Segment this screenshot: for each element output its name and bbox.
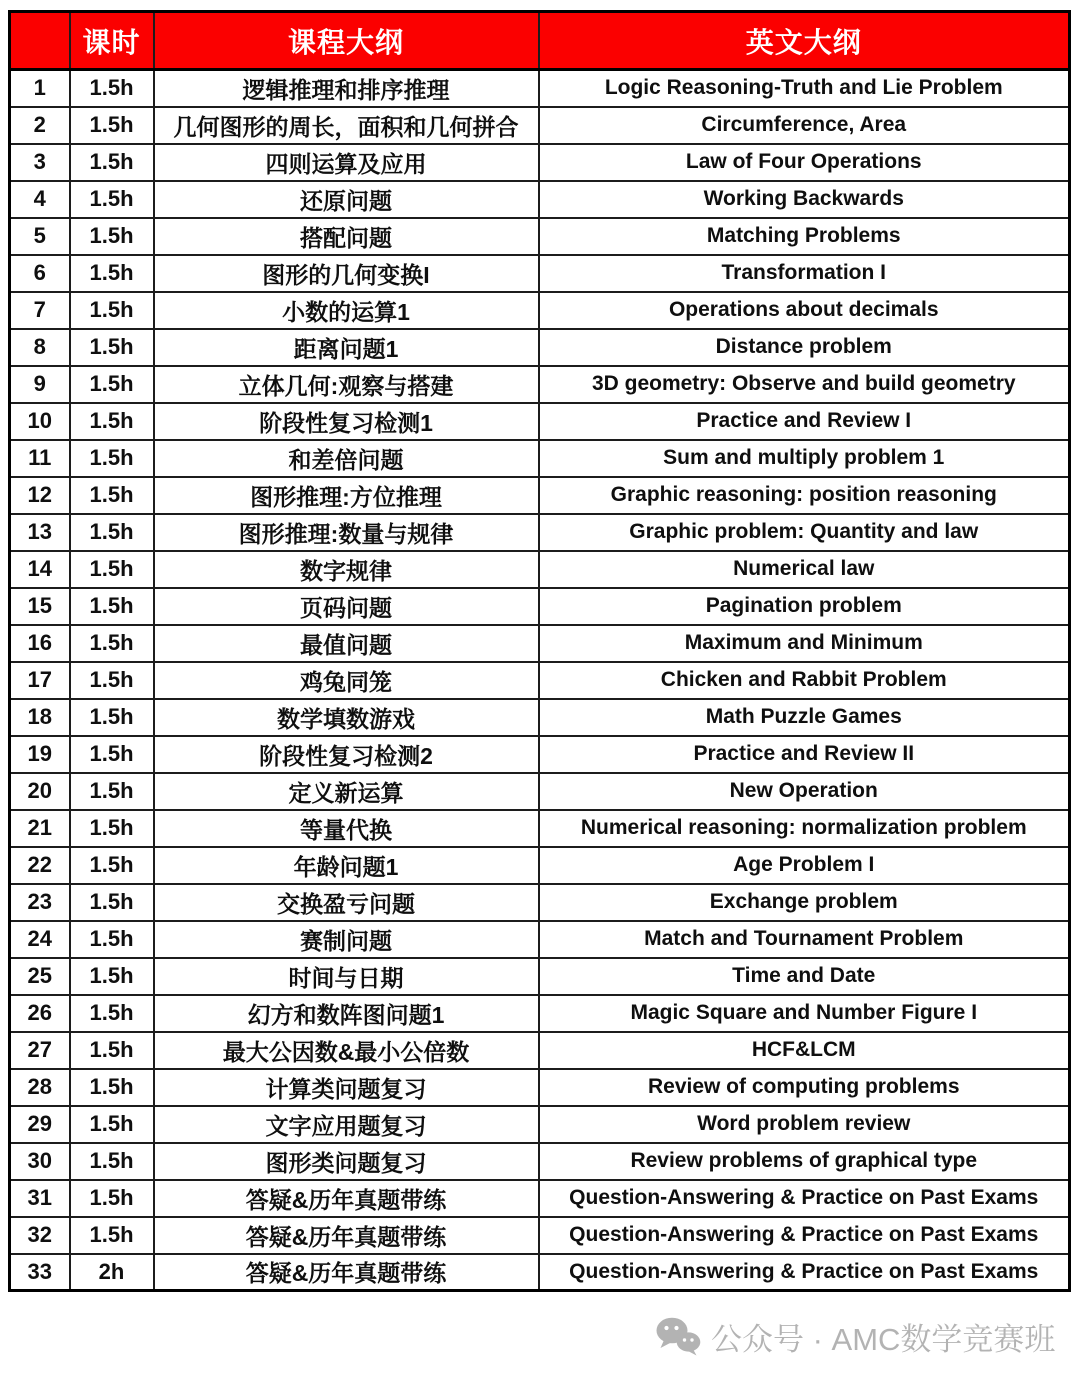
hours-cell: 1.5h [70, 995, 154, 1032]
cn-outline-cell: 交换盈亏问题 [154, 884, 539, 921]
hours-cell: 1.5h [70, 1106, 154, 1143]
header-col-hours: 课时 [70, 12, 154, 70]
en-outline-cell: Graphic problem: Quantity and law [539, 514, 1070, 551]
hours-cell: 1.5h [70, 144, 154, 181]
table-row [10, 440, 1070, 477]
table-row [10, 366, 1070, 403]
cn-outline-cell: 逻辑推理和排序推理 [154, 70, 539, 107]
hours-cell: 1.5h [70, 440, 154, 477]
row-number-cell: 10 [10, 403, 70, 440]
en-outline-cell: Law of Four Operations [539, 144, 1070, 181]
en-outline-cell: Circumference, Area [539, 107, 1070, 144]
table-row [10, 107, 1070, 144]
table-row [10, 255, 1070, 292]
cn-outline-cell: 赛制问题 [154, 921, 539, 958]
hours-cell: 1.5h [70, 699, 154, 736]
en-outline-cell: New Operation [539, 773, 1070, 810]
row-number-cell: 18 [10, 699, 70, 736]
wechat-icon [655, 1316, 701, 1356]
table-row [10, 1254, 1070, 1291]
hours-cell: 1.5h [70, 403, 154, 440]
table-row [10, 292, 1070, 329]
row-number-cell: 19 [10, 736, 70, 773]
row-number-cell: 15 [10, 588, 70, 625]
cn-outline-cell: 答疑&历年真题带练 [154, 1217, 539, 1254]
cn-outline-cell: 图形类问题复习 [154, 1143, 539, 1180]
cn-outline-cell: 距离问题1 [154, 329, 539, 366]
en-outline-cell: Graphic reasoning: position reasoning [539, 477, 1070, 514]
table-row [10, 884, 1070, 921]
hours-cell: 1.5h [70, 1032, 154, 1069]
header-col-cn-outline: 课程大纲 [154, 12, 539, 70]
table-row [10, 1106, 1070, 1143]
table-row [10, 514, 1070, 551]
en-outline-cell: Working Backwards [539, 181, 1070, 218]
cn-outline-cell: 年龄问题1 [154, 847, 539, 884]
hours-cell: 1.5h [70, 884, 154, 921]
row-number-cell: 23 [10, 884, 70, 921]
en-outline-cell: Math Puzzle Games [539, 699, 1070, 736]
table-row [10, 773, 1070, 810]
en-outline-cell: Review of computing problems [539, 1069, 1070, 1106]
row-number-cell: 22 [10, 847, 70, 884]
hours-cell: 1.5h [70, 514, 154, 551]
table-row [10, 551, 1070, 588]
row-number-cell: 6 [10, 255, 70, 292]
hours-cell: 1.5h [70, 477, 154, 514]
table-row [10, 588, 1070, 625]
en-outline-cell: Matching Problems [539, 218, 1070, 255]
row-number-cell: 31 [10, 1180, 70, 1217]
table-row [10, 662, 1070, 699]
row-number-cell: 24 [10, 921, 70, 958]
table-row [10, 403, 1070, 440]
en-outline-cell: Practice and Review II [539, 736, 1070, 773]
table-row [10, 625, 1070, 662]
en-outline-cell: Pagination problem [539, 588, 1070, 625]
row-number-cell: 14 [10, 551, 70, 588]
en-outline-cell: Practice and Review I [539, 403, 1070, 440]
cn-outline-cell: 还原问题 [154, 181, 539, 218]
row-number-cell: 9 [10, 366, 70, 403]
cn-outline-cell: 等量代换 [154, 810, 539, 847]
row-number-cell: 1 [10, 70, 70, 107]
row-number-cell: 20 [10, 773, 70, 810]
header-row [10, 12, 1070, 70]
row-number-cell: 16 [10, 625, 70, 662]
cn-outline-cell: 幻方和数阵图问题1 [154, 995, 539, 1032]
en-outline-cell: 3D geometry: Observe and build geometry [539, 366, 1070, 403]
cn-outline-cell: 计算类问题复习 [154, 1069, 539, 1106]
table-row [10, 1217, 1070, 1254]
row-number-cell: 11 [10, 440, 70, 477]
hours-cell: 1.5h [70, 1069, 154, 1106]
en-outline-cell: Time and Date [539, 958, 1070, 995]
row-number-cell: 29 [10, 1106, 70, 1143]
hours-cell: 1.5h [70, 218, 154, 255]
hours-cell: 1.5h [70, 625, 154, 662]
row-number-cell: 5 [10, 218, 70, 255]
row-number-cell: 17 [10, 662, 70, 699]
cn-outline-cell: 鸡兔同笼 [154, 662, 539, 699]
row-number-cell: 12 [10, 477, 70, 514]
table-row [10, 181, 1070, 218]
row-number-cell: 13 [10, 514, 70, 551]
hours-cell: 1.5h [70, 292, 154, 329]
table-header [10, 12, 1070, 70]
hours-cell: 1.5h [70, 551, 154, 588]
cn-outline-cell: 数字规律 [154, 551, 539, 588]
table-row [10, 477, 1070, 514]
row-number-cell: 4 [10, 181, 70, 218]
row-number-cell: 27 [10, 1032, 70, 1069]
hours-cell: 1.5h [70, 810, 154, 847]
row-number-cell: 26 [10, 995, 70, 1032]
table-row [10, 736, 1070, 773]
cn-outline-cell: 立体几何:观察与搭建 [154, 366, 539, 403]
en-outline-cell: Question-Answering & Practice on Past Exams [539, 1180, 1070, 1217]
cn-outline-cell: 页码问题 [154, 588, 539, 625]
table-row [10, 810, 1070, 847]
hours-cell: 1.5h [70, 662, 154, 699]
cn-outline-cell: 图形推理:数量与规律 [154, 514, 539, 551]
row-number-cell: 30 [10, 1143, 70, 1180]
cn-outline-cell: 答疑&历年真题带练 [154, 1254, 539, 1291]
hours-cell: 1.5h [70, 1143, 154, 1180]
hours-cell: 1.5h [70, 958, 154, 995]
cn-outline-cell: 答疑&历年真题带练 [154, 1180, 539, 1217]
cn-outline-cell: 图形的几何变换I [154, 255, 539, 292]
cn-outline-cell: 文字应用题复习 [154, 1106, 539, 1143]
table-row [10, 1180, 1070, 1217]
en-outline-cell: Age Problem I [539, 847, 1070, 884]
cn-outline-cell: 最值问题 [154, 625, 539, 662]
en-outline-cell: Chicken and Rabbit Problem [539, 662, 1070, 699]
en-outline-cell: Question-Answering & Practice on Past Exams [539, 1217, 1070, 1254]
table-body [10, 70, 1070, 1291]
row-number-cell: 21 [10, 810, 70, 847]
cn-outline-cell: 图形推理:方位推理 [154, 477, 539, 514]
table-row [10, 1069, 1070, 1106]
row-number-cell: 28 [10, 1069, 70, 1106]
header-col-en-outline: 英文大纲 [539, 12, 1070, 70]
hours-cell: 1.5h [70, 847, 154, 884]
en-outline-cell: HCF&LCM [539, 1032, 1070, 1069]
row-number-cell: 32 [10, 1217, 70, 1254]
cn-outline-cell: 定义新运算 [154, 773, 539, 810]
en-outline-cell: Question-Answering & Practice on Past Exams [539, 1254, 1070, 1291]
row-number-cell: 7 [10, 292, 70, 329]
cn-outline-cell: 几何图形的周长，面积和几何拼合 [154, 107, 539, 144]
hours-cell: 1.5h [70, 255, 154, 292]
row-number-cell: 25 [10, 958, 70, 995]
en-outline-cell: Match and Tournament Problem [539, 921, 1070, 958]
cn-outline-cell: 时间与日期 [154, 958, 539, 995]
cn-outline-cell: 四则运算及应用 [154, 144, 539, 181]
en-outline-cell: Maximum and Minimum [539, 625, 1070, 662]
hours-cell: 1.5h [70, 773, 154, 810]
hours-cell: 1.5h [70, 70, 154, 107]
hours-cell: 2h [70, 1254, 154, 1291]
cn-outline-cell: 最大公因数&最小公倍数 [154, 1032, 539, 1069]
hours-cell: 1.5h [70, 1180, 154, 1217]
watermark-text: 公众号 · AMC数学竞赛班 [711, 1321, 1056, 1357]
hours-cell: 1.5h [70, 736, 154, 773]
table-row [10, 699, 1070, 736]
en-outline-cell: Numerical law [539, 551, 1070, 588]
hours-cell: 1.5h [70, 1217, 154, 1254]
hours-cell: 1.5h [70, 181, 154, 218]
en-outline-cell: Logic Reasoning-Truth and Lie Problem [539, 70, 1070, 107]
course-outline-table [8, 10, 1071, 1292]
watermark [655, 1308, 1070, 1364]
en-outline-cell: Review problems of graphical type [539, 1143, 1070, 1180]
table-row [10, 218, 1070, 255]
en-outline-cell: Numerical reasoning: normalization problem [539, 810, 1070, 847]
table-row [10, 921, 1070, 958]
table-row [10, 70, 1070, 107]
table-row [10, 995, 1070, 1032]
header-col-index [10, 12, 70, 70]
row-number-cell: 3 [10, 144, 70, 181]
table-row [10, 144, 1070, 181]
en-outline-cell: Sum and multiply problem 1 [539, 440, 1070, 477]
hours-cell: 1.5h [70, 921, 154, 958]
row-number-cell: 8 [10, 329, 70, 366]
cn-outline-cell: 阶段性复习检测1 [154, 403, 539, 440]
cn-outline-cell: 数学填数游戏 [154, 699, 539, 736]
table-row [10, 1032, 1070, 1069]
hours-cell: 1.5h [70, 329, 154, 366]
en-outline-cell: Transformation I [539, 255, 1070, 292]
hours-cell: 1.5h [70, 588, 154, 625]
cn-outline-cell: 小数的运算1 [154, 292, 539, 329]
cn-outline-cell: 搭配问题 [154, 218, 539, 255]
cn-outline-cell: 阶段性复习检测2 [154, 736, 539, 773]
hours-cell: 1.5h [70, 366, 154, 403]
en-outline-cell: Word problem review [539, 1106, 1070, 1143]
en-outline-cell: Exchange problem [539, 884, 1070, 921]
table-row [10, 329, 1070, 366]
row-number-cell: 33 [10, 1254, 70, 1291]
table-row [10, 847, 1070, 884]
en-outline-cell: Operations about decimals [539, 292, 1070, 329]
hours-cell: 1.5h [70, 107, 154, 144]
table-row [10, 958, 1070, 995]
cn-outline-cell: 和差倍问题 [154, 440, 539, 477]
en-outline-cell: Distance problem [539, 329, 1070, 366]
table-row [10, 1143, 1070, 1180]
row-number-cell: 2 [10, 107, 70, 144]
en-outline-cell: Magic Square and Number Figure I [539, 995, 1070, 1032]
